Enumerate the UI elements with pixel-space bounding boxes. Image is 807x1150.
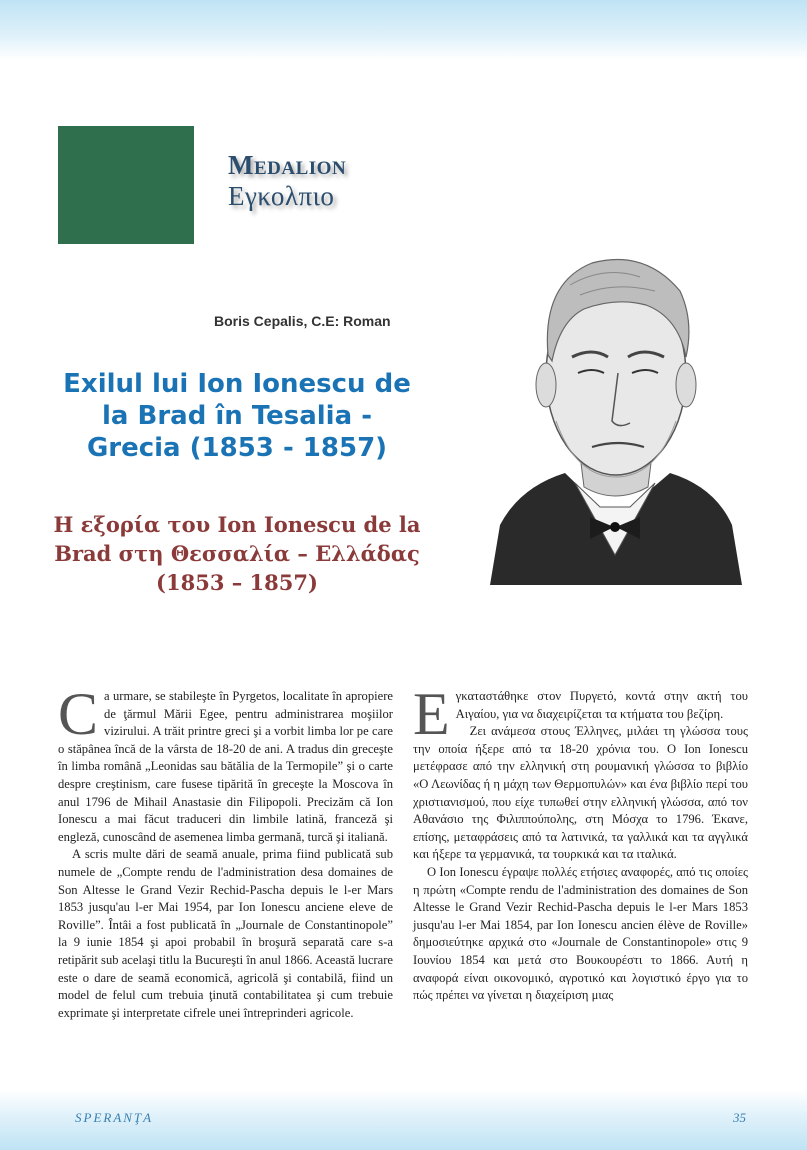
portrait-sketch — [480, 225, 750, 585]
paragraph: A scris multe dări de seamă anuale, prima fiind publicată sub numele de „Compte rendu de l'administration desa domaines de Son Altesse le Grand Vezir Rechid-Pascha depuis le l-er Mars 1853 jusqu'au l-er Mai 1954, par Ion Ionescu anciene eleve de Roville”. Întâi a fost publicată în „Journale de Constantinopole” la 9 iunie 1854 şi apoi probabil în broşură separată care s-a retipărit sub acelaşi titlu la Bucureşti în anul 1866. Această lucrare este o dare de seamă economică, agricolă şi contabilă, fiind un model de felul cum trebuia ţinută contabilitatea şi cum trebuie exprimate şi interpretate cifrele unei întreprinderi agricole. — [58, 847, 393, 1020]
section-title-gr: Εγκολπιο — [228, 181, 335, 211]
portrait-illustration — [480, 225, 750, 585]
dropcap-gr: Ε — [413, 681, 450, 747]
paragraph: Ζει ανάμεσα στους Έλληνες, μιλάει τη γλώσσα τους την οποία ήξερε από τα 18-20 χρόνια του. Ο Ion Ionescu μετέφρασε από την ελληνική στη ρουμανική γλώσσα το βιβλίο «Ο Λεωνίδας ή η μάχη των Θερμοπυλών» και ένα βιβλίο περί του χριστιανισμού, που είχε τυπωθεί στην ελληνική γλώσσα, από τον Αθανάσιο της Φιλιππούπολης, στη Μόσχα το 1796. Έκανε, επίσης, μεταφράσεις από τα λατινικά, τα γαλλικά και τα αγγλικά και ήξερε τα γερμανικά, τα τουρκικά και τα ιταλικά. — [413, 724, 748, 862]
paragraph: a urmare, se stabileşte în Pyrgetos, localitate în apropiere de ţărmul Mării Egee, pentru administrarea moşiilor vizirului. A trăit printre greci şi a vorbit limba lor pe care o stăpânea încă de la vârsta de 18-20 de ani. A tradus din greceşte în limba română „Leonidas sau bătălia de la Termopile” şi o carte despre creştinism, care fusese tipărită în greceşte la Moscova în anul 1796 de Mihail Anastasie din Filipopoli. Precizăm că Ion Ionescu a mai făcut traduceri din limbile latină, franceză şi engleză, cunoscând de asemenea limba germană, turcă şi italiană. — [58, 689, 393, 844]
page-number: 35 — [733, 1110, 746, 1125]
section-heading — [228, 152, 346, 210]
article-author: Boris Cepalis, C.E: Roman — [214, 313, 391, 329]
article-column-greek — [413, 681, 748, 1005]
section-color-block — [58, 126, 194, 244]
magazine-name: SPERANŢA — [75, 1110, 154, 1125]
article-title-greek: Η εξορία του Ion Ionescu de la Brad στη Θεσσαλία – Ελλάδας (1853 – 1857) — [53, 512, 421, 595]
top-gradient-band — [0, 0, 807, 60]
dropcap-ro: C — [58, 681, 99, 747]
paragraph: Ο Ion Ionescu έγραψε πολλές ετήσιες αναφορές, από τις οποίες η πρώτη «Compte rendu de l'administration des domaines de Son Altesse le Grand Vezir Rechid-Pascha depuis le l-er Mars 1853 jusqu'au l-er Mai 1854, par Ion Ionescu ancien élève de Roville» δημοσιεύτηκε αρχικά στο «Journale de Constantinopole» στις 9 Ιουνίου 1854 και μετά στο Βουκουρέστι το 1866. Αυτή η αναφορά είναι οικονομικό, αγροτικό και λογιστικό έργο για το πώς πρέπει να γίνεται η διαχείριση μιας — [413, 864, 748, 1003]
section-title-ro: Medalion — [228, 150, 347, 180]
article-title-romanian: Exilul lui Ion Ionescu de la Brad în Tesalia - Grecia (1853 - 1857) — [63, 369, 411, 463]
article-column-romanian — [58, 681, 393, 1022]
paragraph: γκαταστάθηκε στον Πυργετό, κοντά στην ακτή του Αιγαίου, για να διαχειρίζεται τα κτήματα του βεζίρη. — [455, 689, 748, 721]
